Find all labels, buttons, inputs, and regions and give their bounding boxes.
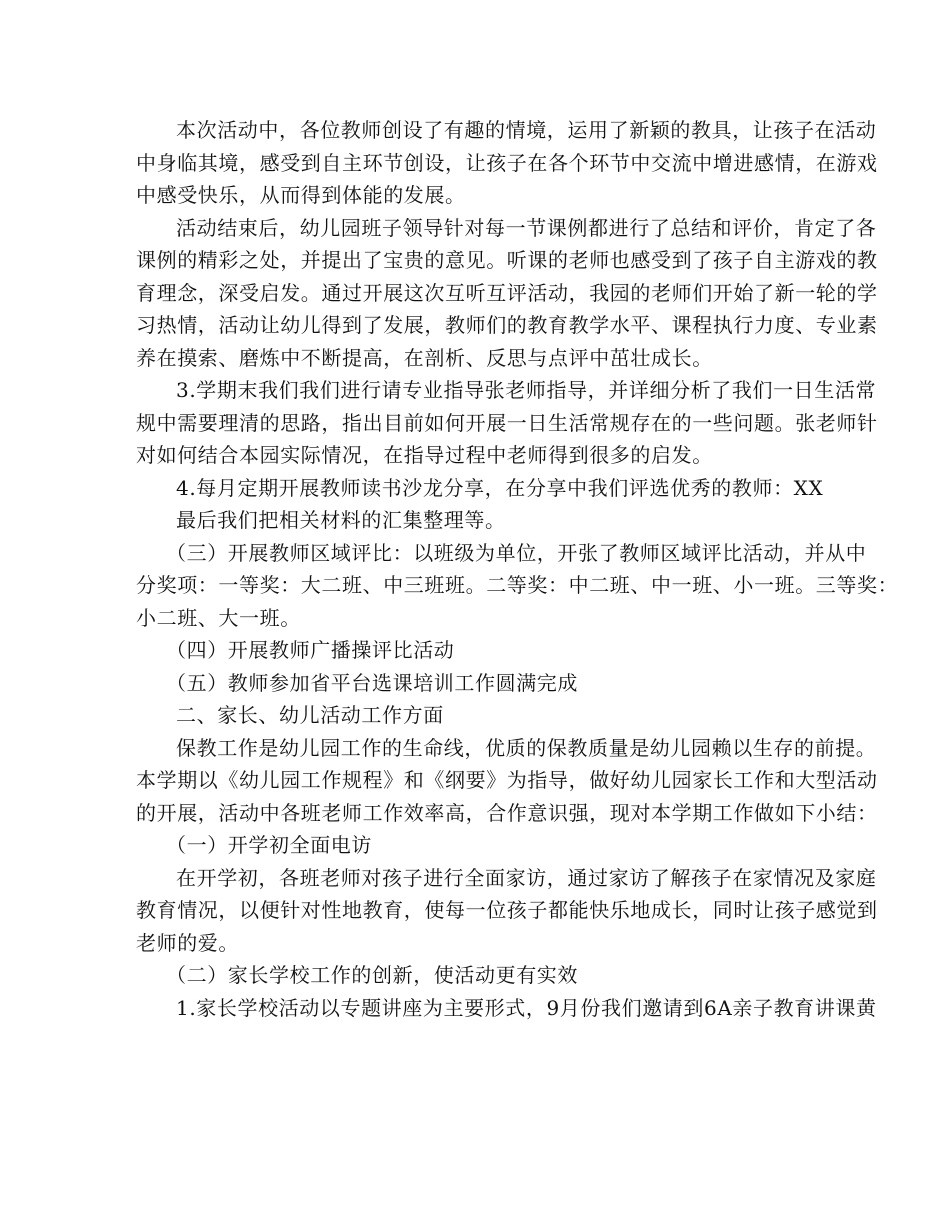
text-line: 二、家长、幼儿活动工作方面 [176,703,444,727]
text-line: 1.家长学校活动以专题讲座为主要形式，9月份我们邀请到6A亲子教育讲课黄 [176,995,877,1020]
body-paragraph [136,374,878,472]
text-line: 对如何结合本园实际情况，在指导过程中老师得到很多的启发。 [136,443,713,467]
body-paragraph [136,699,836,732]
document-body [136,114,899,1024]
body-paragraph [136,862,878,960]
text-line: 规中需要理清的思路，指出目前如何开展一日生活常规存在的一些问题。张老师针 [136,410,878,435]
body-paragraph [136,992,877,1025]
text-line: （五）教师参加省平台选课培训工作圆满完成 [166,670,578,695]
text-line: 养在摸索、磨炼中不断提高，在剖析、反思与点评中茁壮成长。 [136,345,713,370]
section-heading-paragraph [136,634,836,667]
text-line: 在开学初，各班老师对孩子进行全面家访，通过家访了解孩子在家情况及家庭 [176,865,877,890]
section-heading-paragraph [136,537,899,635]
text-line: 育理念，深受启发。通过开展这次互听互评活动，我园的老师们开始了新一轮的学 [136,280,878,305]
text-line: 中感受快乐，从而得到体能的发展。 [136,183,466,207]
text-line: 课例的精彩之处，并提出了宝贵的意见。听课的老师也感受到了孩子自主游戏的教 [136,248,878,272]
text-line: （二）家长学校工作的创新，使活动更有实效 [166,963,578,987]
text-line: 分奖项：一等奖：大二班、中三班班。二等奖：中二班、中一班、小一班。三等奖： [136,573,899,597]
text-line: （四）开展教师广播操评比活动 [166,638,455,662]
text-line: 习热情，活动让幼儿得到了发展，教师们的教育教学水平、课程执行力度、专业素 [136,313,878,337]
text-line: （一）开学初全面电访 [166,833,372,857]
text-line: 本学期以《幼儿园工作规程》和《纲要》为指导，做好幼儿园家长工作和大型活动 [136,768,878,792]
text-line: 教育情况，以便针对性地教育，使每一位孩子都能快乐地成长，同时让孩子感觉到 [136,898,878,922]
body-paragraph [136,114,878,212]
text-line: 本次活动中，各位教师创设了有趣的情境，运用了新颖的教具，让孩子在活动 [176,118,877,142]
text-line: 3.学期末我们我们进行请专业指导张老师指导，并详细分析了我们一日生活常 [176,378,877,402]
body-paragraph [136,472,836,505]
text-line: 老师的爱。 [136,930,239,955]
body-paragraph [136,212,878,375]
text-line: 最后我们把相关材料的汇集整理等。 [176,508,506,532]
text-line: 的开展，活动中各班老师工作效率高，合作意识强，现对本学期工作做如下小结： [136,800,878,825]
body-paragraph [136,504,836,537]
text-line: 小二班、大一班。 [136,605,301,630]
text-line: （三）开展教师区域评比：以班级为单位，开张了教师区域评比活动，并从中 [166,540,867,565]
text-line: 4.每月定期开展教师读书沙龙分享，在分享中我们评选优秀的教师：XX [176,475,824,500]
text-line: 保教工作是幼儿园工作的生命线，优质的保教质量是幼儿园赖以生存的前提。 [176,735,877,760]
text-line: 活动结束后，幼儿园班子领导针对每一节课例都进行了总结和评价，肯定了各 [176,215,877,240]
section-heading-paragraph [136,959,836,992]
section-heading-paragraph [136,667,836,700]
section-heading-paragraph [136,829,836,862]
body-paragraph [136,732,878,830]
text-line: 中身临其境，感受到自主环节创设，让孩子在各个环节中交流中增进感情，在游戏 [136,150,878,175]
